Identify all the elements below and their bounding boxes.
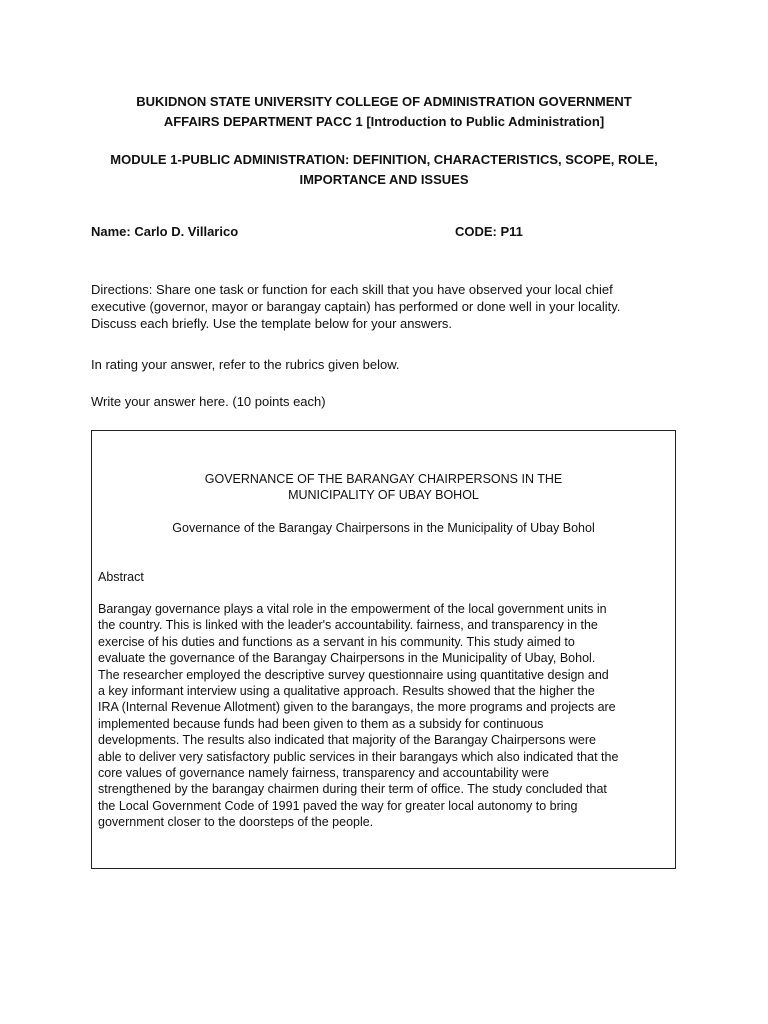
answer-box: [91, 430, 676, 869]
abstract-line: evaluate the governance of the Barangay Chairpersons in the Municipality of Ubay, Bohol.: [98, 651, 596, 666]
module-title-line-2: IMPORTANCE AND ISSUES: [299, 172, 469, 187]
rating-note: In rating your answer, refer to the rubrics given below.: [91, 357, 400, 372]
institution-header: [60, 92, 708, 132]
module-title-line-1: MODULE 1-PUBLIC ADMINISTRATION: DEFINITION, CHARACTERISTICS, SCOPE, ROLE,: [110, 152, 658, 167]
abstract-label: Abstract: [98, 570, 144, 584]
directions-line-1: Directions: Share one task or function for each skill that you have observed your local chief: [91, 282, 613, 297]
abstract-line: government closer to the doorsteps of the people.: [98, 815, 374, 830]
student-code: CODE: P11: [455, 224, 523, 239]
answer-subtitle: Governance of the Barangay Chairpersons in the Municipality of Ubay Bohol: [172, 521, 595, 535]
abstract-line: IRA (Internal Revenue Allotment) given to the barangays, the more programs and projects are: [98, 700, 616, 715]
institution-header-line-1: BUKIDNON STATE UNIVERSITY COLLEGE OF ADMINISTRATION GOVERNMENT: [136, 94, 632, 109]
student-name: Name: Carlo D. Villarico: [91, 224, 239, 239]
abstract-line: the Local Government Code of 1991 paved the way for greater local autonomy to bring: [98, 798, 578, 813]
abstract-line: exercise of his duties and functions as a servant in his community. This study aimed to: [98, 634, 575, 649]
abstract-line: developments. The results also indicated that majority of the Barangay Chairpersons were: [98, 733, 596, 748]
answer-title-line-1: GOVERNANCE OF THE BARANGAY CHAIRPERSONS IN THE: [204, 472, 563, 486]
abstract-line: a key informant interview using a qualitative approach. Results showed that the higher the: [98, 684, 595, 699]
directions-paragraph: [91, 281, 681, 332]
institution-header-line-2: AFFAIRS DEPARTMENT PACC 1 [Introduction to Public Administration]: [163, 114, 605, 129]
module-title: [60, 150, 708, 190]
abstract-line: the country. This is linked with the leader's accountability. fairness, and transparency in the: [98, 618, 598, 633]
directions-line-3: Discuss each briefly. Use the template below for your answers.: [91, 316, 453, 331]
write-note: Write your answer here. (10 points each): [91, 394, 326, 409]
abstract-body: [98, 601, 674, 831]
answer-title: [92, 471, 675, 503]
directions-line-2: executive (governor, mayor or barangay captain) has performed or done well in your locality.: [91, 299, 621, 314]
abstract-line: The researcher employed the descriptive survey questionnaire using quantitative design and: [98, 667, 609, 682]
abstract-line: strengthened by the barangay chairmen during their term of office. The study concluded that: [98, 782, 607, 797]
abstract-line: implemented because funds had been given to them as a subsidy for continuous: [98, 716, 544, 731]
abstract-line: able to deliver very satisfactory public services in their barangays which also indicated that the: [98, 749, 619, 764]
answer-title-line-2: MUNICIPALITY OF UBAY BOHOL: [288, 488, 479, 502]
abstract-line: Barangay governance plays a vital role in the empowerment of the local government units in: [98, 602, 607, 616]
abstract-line: core values of governance namely fairness, transparency and accountability were: [98, 766, 549, 781]
